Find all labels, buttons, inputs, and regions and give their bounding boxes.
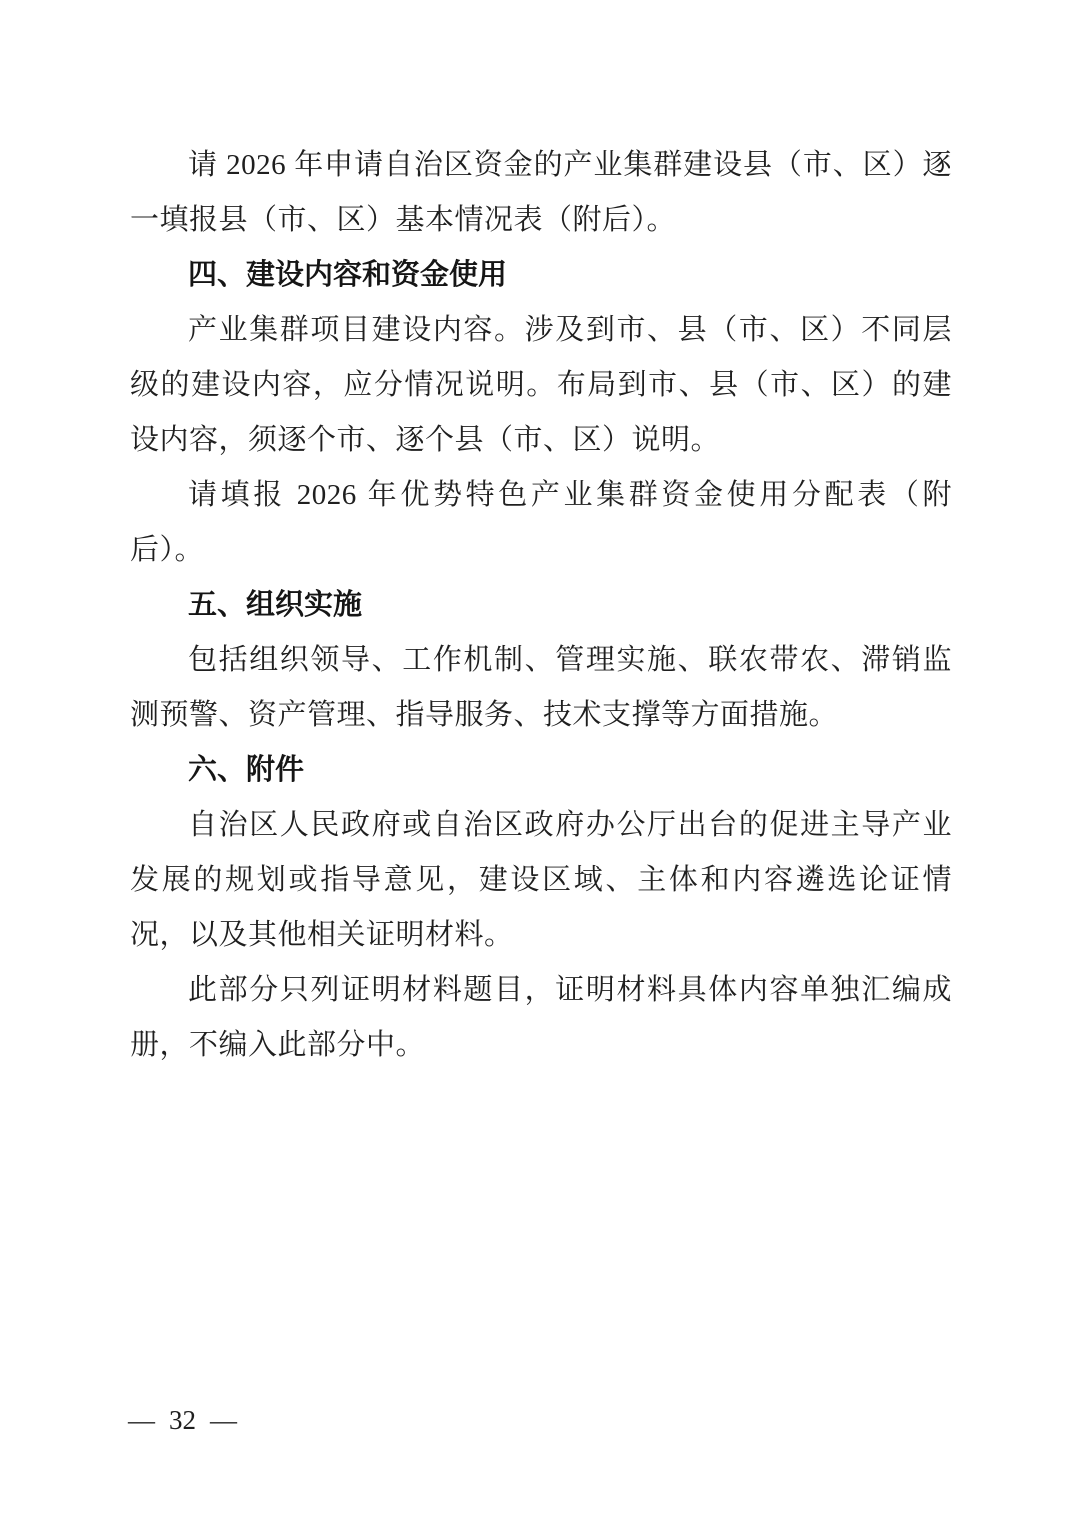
page-footer [128, 1400, 237, 1440]
footer-dash-left: — [128, 1405, 155, 1435]
section-heading-5-organization-implementation: 五、组织实施 [188, 589, 363, 621]
paragraph-organization-measures: 包括组织领导、工作机制、管理实施、联农带农、滞销监测预警、资产管理、指导服务、技术支撑等方面措施。 [130, 644, 952, 731]
paragraph-attachment-materials: 自治区人民政府或自治区政府办公厅出台的促进主导产业发展的规划或指导意见，建设区域、主体和内容遴选论证情况，以及其他相关证明材料。 [130, 809, 952, 951]
paragraph-cluster-project-content: 产业集群项目建设内容。涉及到市、县（市、区）不同层级的建设内容，应分情况说明。布局到市、县（市、区）的建设内容，须逐个市、逐个县（市、区）说明。 [130, 314, 952, 456]
section-heading-6-attachments: 六、附件 [188, 754, 305, 786]
section-heading-4-construction-content-and-fund-use: 四、建设内容和资金使用 [188, 259, 508, 291]
document-body [130, 138, 952, 1073]
paragraph-fill-county-table: 请 2026 年申请自治区资金的产业集群建设县（市、区）逐一填报县（市、区）基本情况表（附后）。 [130, 149, 952, 236]
paragraph-fill-fund-allocation-table: 请填报 2026 年优势特色产业集群资金使用分配表（附后）。 [130, 479, 952, 566]
page-number: 32 [169, 1405, 196, 1435]
footer-dash-right: — [210, 1405, 237, 1435]
paragraph-attachment-note: 此部分只列证明材料题目，证明材料具体内容单独汇编成册，不编入此部分中。 [130, 974, 952, 1061]
